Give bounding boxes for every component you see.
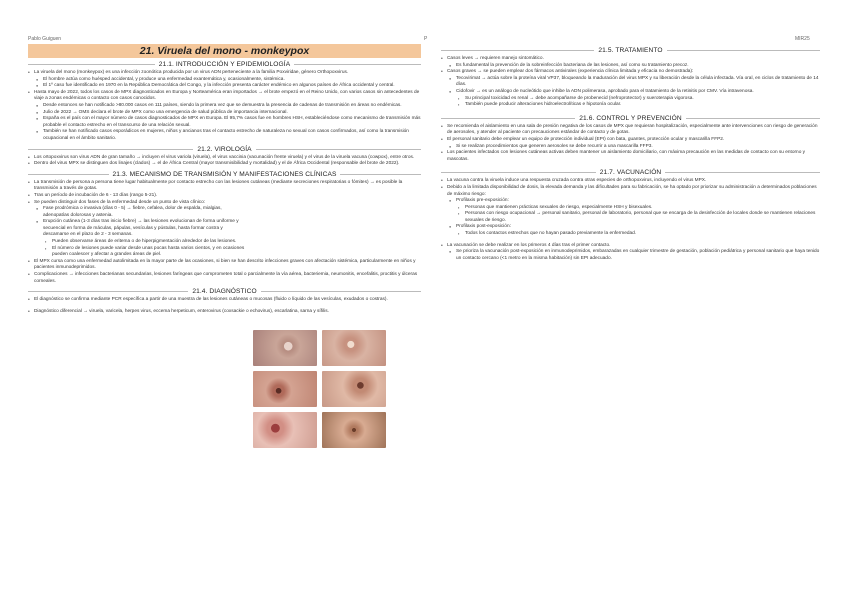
list-item: ▪ Personas que mantienen prácticas sexuales de riesgo, especialmente HSH y bisexuales.	[441, 205, 820, 212]
header-author: Pablo Guiguen	[28, 36, 62, 42]
list-item: ● Si se realizan procedimientos que generen aerosoles se debe recurrir a una mascarilla FFP3.	[441, 144, 820, 151]
lesion-photo	[322, 412, 386, 448]
list-item: • La transmisión de persona a persona tiene lugar habitualmente por contacto estrecho con las lesiones cutáneas (mediante secreciones respiratorias o fómites) → es posible la transmisión a través de gotas.	[28, 180, 421, 193]
list-item: • Debido a la limitada disponibilidad de dosis, la elevada demanda y las dificultades para su fabricación, se ha optado por priorizar su administración a determinados poblaciones de máximo riesgo:	[441, 185, 820, 198]
list-item: ● Profilaxis post-exposición:	[441, 224, 820, 231]
section-heading-intro: 21.1. INTRODUCCIÓN Y EPIDEMIOLOGÍA	[28, 61, 421, 68]
list-item: • Complicaciones → infecciones bacterianas secundarias, lesiones faríngeas que comprometen total o parcialmente la vía aérea, bacteriemia, neumonitis, encefalitis, proctitis y úlceras corneales.	[28, 272, 421, 285]
list-item: ● Fase prodrómica o invasiva (días 0 - 5) → fiebre, cefalea, dolor de espalda, mialgias, adenopatías dolorosas y astenia.	[28, 206, 246, 219]
list-item: • Diagnóstico diferencial → viruela, varicela, herpes virus, eccema herpeticum, enterovirus (coxsackie o echovirus), escarlatina, sarna y sífilis.	[28, 309, 421, 316]
header-page-mark: P	[424, 36, 428, 42]
section-heading-transmission: 21.3. MECANISMO DE TRANSMISIÓN Y MANIFESTACIONES CLÍNICAS	[28, 171, 421, 178]
section-heading-control: 21.6. CONTROL Y PREVENCIÓN	[441, 115, 820, 122]
diagnosis-list	[28, 297, 421, 315]
list-item: • El diagnóstico se confirma mediante PCR específica a partir de una muestra de las lesiones cutáneas o mucosas (fluido o líquido de las vesículas, exudados o costras).	[28, 297, 421, 304]
left-column	[28, 44, 421, 315]
treatment-list	[441, 56, 820, 109]
list-item: ● Erupción cutánea (1-3 días tras inicio fiebre) → las lesiones evolucionan de forma uniforme y secuencial en forma de máculas, pápulas, vesículas y pústulas, hasta formar costra y descamarse en el plazo de 2 - 3 semanas.	[28, 219, 246, 239]
list-item: ● Es fundamental la prevención de la sobreinfección bacteriana de las lesiones, así como su tratamiento precoz.	[441, 63, 820, 70]
list-item: ● Tecovirimat → actúa sobre la proteína viral VP37, bloqueando la maduración del virus MPX y su liberación desde la célula infectada. Vía oral, en ciclos de tratamiento de 14 días.	[441, 76, 820, 89]
list-item: ● Se prioriza la vacunación post-exposición en inmunodeprimidos, embarazadas en cualquier trimestre de gestación, población pediátrica y personal sanitario que haya tenido un contacto cercano (<1 metro en la misma habitación) sin EPI adecuado.	[441, 249, 820, 262]
section-heading-diagnosis: 21.4. DIAGNÓSTICO	[28, 288, 421, 295]
section-heading-treatment: 21.5. TRATAMIENTO	[441, 47, 820, 54]
list-item: • Dentro del virus MPX se distinguen dos linajes (clados) → el de África Central (mayor transmisibilidad y mortalidad) y el de África Occidental (responsable del brote de 2022).	[28, 161, 421, 168]
list-item: ● El 1º caso fue identificado en 1970 en la República Democrática del Congo, y la infección presenta carácter endémico en algunos países de África occidental y central.	[28, 83, 421, 90]
list-item: ● Desde entonces se han notificado >80.000 casos en 111 países, siendo la primera vez que se demuestra la presencia de cadenas de transmisión en áreas no endémicas.	[28, 103, 421, 110]
list-item: • La viruela del mono (monkeypox) es una infección zoonótica producida por un virus ADN perteneciente a la familia Poxviridae, género Orthopoxvirus.	[28, 70, 421, 77]
list-item: • Casos leves → requieren manejo sintomático.	[441, 56, 820, 63]
lesion-photo	[322, 330, 386, 366]
list-item: • La vacunación se debe realizar en los primeros 4 días tras el primer contacto.	[441, 243, 820, 250]
lesion-photo	[253, 330, 317, 366]
transmission-list	[28, 180, 421, 206]
list-item: ▪ Todos los contactos estrechos que no hayan pasado previamente la enfermedad.	[441, 231, 820, 238]
virology-list	[28, 155, 421, 168]
list-item: • El MPX cursa como una enfermedad autolimitada en la mayor parte de las ocasiones, si bien se han descrito infecciones graves con afectación sistémica, particularmente en niños y pacientes inmunodeprimidos.	[28, 259, 421, 272]
control-list	[441, 124, 820, 164]
list-item: • La vacuna contra la viruela induce una respuesta cruzada contra otras especies de orthopoxvirus, incluyendo el virus MPX.	[441, 178, 820, 185]
list-item: ● El hombre actúa como huésped accidental, y produce una enfermedad exantemática y, ocasionalmente, sistémica.	[28, 77, 421, 84]
list-item: • Hasta mayo de 2022, todos los casos de MPX diagnosticados en Europa y Norteamérica eran importados → el brote empezó en el Reino Unido, con varios casos sin antecedentes de viaje a zonas endémicas o contacto con casos conocidos.	[28, 90, 421, 103]
phases-list	[28, 206, 246, 259]
list-item: • Se pueden distinguir dos fases de la enfermedad desde un punto de vista clínico:	[28, 200, 421, 207]
list-item: ▪ También puede producir alteraciones hidroelectrolíticas e hipotonía ocular.	[441, 102, 820, 109]
right-column	[441, 44, 820, 262]
list-item: ● Julio de 2022 → OMS declara el brote de MPX como una emergencia de salud pública de importancia internacional.	[28, 110, 421, 117]
lesion-photo-grid	[253, 330, 386, 448]
list-item: ▪ Su principal toxicidad es renal → debe acompañarse de probenecid (nefroprotector) y sueroterapia vigorosa.	[441, 96, 820, 103]
transmission-list-2	[28, 259, 421, 285]
list-item: • Los ortopoxvirus son virus ADN de gran tamaño → incluyen el virus variola (viruela), el virus vaccinia (vacunación frente viruela) y el virus de la viruela vacuna (cowpox), entre otros.	[28, 155, 421, 162]
list-item: ● Profilaxis pre-exposición:	[441, 198, 820, 205]
list-item: ▪ Pueden observarse áreas de eritema o de hiperpigmentación alrededor de las lesiones.	[28, 239, 246, 246]
list-item: • Se recomienda el aislamiento en una sala de presión negativa de los casos de MPX que requieran hospitalización, especialmente ante intervenciones con riesgo de generación de aerosoles, y atender al paciente con precauciones estándar de contacto y de gotas.	[441, 124, 820, 137]
list-item: • Los pacientes infectados con lesiones cutáneas activas deben mantener un aislamiento domiciliario, con máxima precaución en las medidas de contacto con su entorno y mascotas.	[441, 150, 820, 163]
section-heading-virology: 21.2. VIROLOGÍA	[28, 146, 421, 153]
list-item: • Casos graves → se pueden emplear dos fármacos antivirales (experiencia clínica limitada y eficacia no demostrada):	[441, 69, 820, 76]
lesion-photo	[253, 371, 317, 407]
vaccination-list	[441, 178, 820, 262]
list-item: ▪ El número de lesiones puede variar desde unas pocas hasta varios cientos, y en ocasiones pueden coalescer y afectar a grandes áreas de piel.	[28, 246, 246, 259]
list-item: • El personal sanitario debe emplear un equipo de protección individual (EPI) con bata, guantes, protección ocular y mascarilla FFP2.	[441, 137, 820, 144]
lesion-photo	[253, 412, 317, 448]
list-item: ● También se han notificado casos esporádicos en mujeres, niños y ancianos tras el contacto estrecho de naturaleza no sexual con casos confirmados, así como la transmisión ocupacional en el ámbito sanitario.	[28, 129, 421, 142]
header-doc-code: MIR25	[795, 36, 810, 42]
list-item: ● España es el país con el mayor número de casos diagnosticados de MPX en Europa. El 95,7% casos fue en hombres HSH, estableciéndose como mecanismo de transmisión más probable el contacto estrecho en el transcurso de una relación sexual.	[28, 116, 421, 129]
chapter-title: 21. Viruela del mono - monkeypox	[28, 44, 421, 58]
section-heading-vaccination: 21.7. VACUNACIÓN	[441, 169, 820, 176]
lesion-photo	[322, 371, 386, 407]
list-item: • Tras un período de incubación de 6 - 13 días (rango 5-21).	[28, 193, 421, 200]
intro-list	[28, 70, 421, 143]
list-item: ● Cidofovir → es un análogo de nucleótido que inhibe la ADN polimerasa, aprobado para el tratamiento de la retinitis por CMV. Vía intravenosa.	[441, 89, 820, 96]
list-item: ▪ Personas con riesgo ocupacional → personal sanitario, personal de laboratorio, personal que se encarga de la desinfección de locales donde se mantienen relaciones sexuales de riesgo.	[441, 211, 820, 224]
